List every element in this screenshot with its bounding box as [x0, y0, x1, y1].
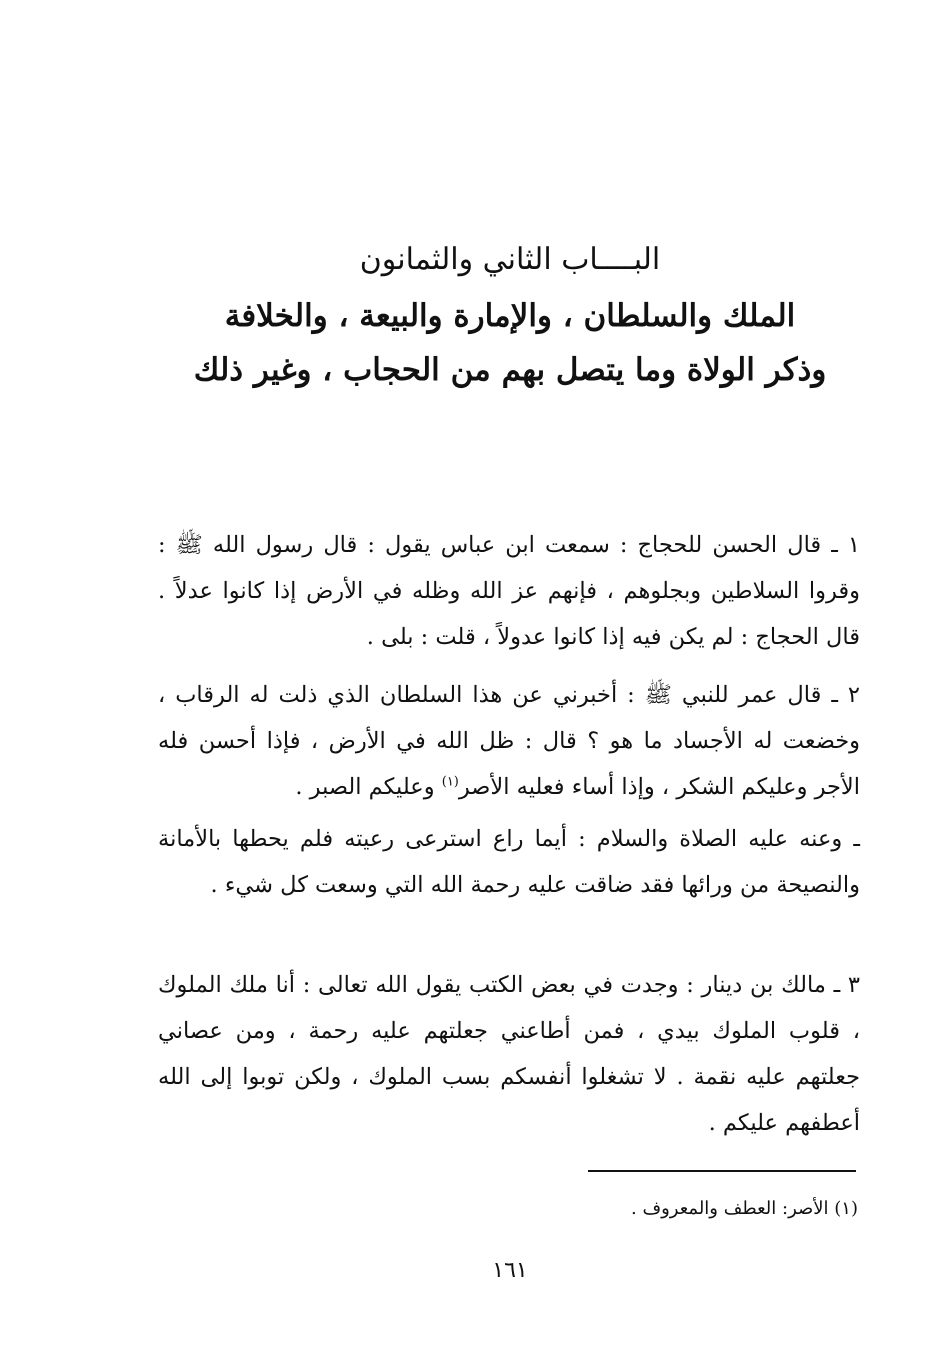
footnote-divider — [588, 1170, 856, 1172]
footnote-marker: (١) — [441, 774, 459, 790]
paragraph-3: ـ وعنه عليه الصلاة والسلام : أيما راع استرعى رعيته فلم يحطها بالأمانة والنصيحة من ورائها فقد ضاقت عليه رحمة الله التي وسعت كل شيء . — [158, 826, 860, 898]
page-number: ١٦١ — [492, 1258, 528, 1283]
paragraph-2 — [158, 672, 860, 810]
chapter-title-line-2: وذكر الولاة وما يتصل بهم من الحجاب ، وغير ذلك — [193, 352, 827, 388]
paragraph-1: ١ ـ قال الحسن للحجاج : سمعت ابن عباس يقول : قال رسول الله ﷺ : وقروا السلاطين وبجلوهم ، فإنهم عز الله وظله في الأرض إذا كانوا عدلاً . قال الحجاج : لم يكن فيه إذا كانوا عدولاً ، قلت : بلى . — [158, 532, 860, 650]
paragraph-4: ٣ ـ مالك بن دينار : وجدت في بعض الكتب يقول الله تعالى : أنا ملك الملوك ، قلوب الملوك بيدي ، فمن أطاعني جعلتهم عليه رحمة ، ومن عصاني جعلتهم عليه نقمة . لا تشغلوا أنفسكم بسب الملوك ، ولكن توبوا إلى الله أعطفهم عليكم . — [158, 972, 860, 1136]
paragraph-2-text: ٢ ـ قال عمر للنبي ﷺ : أخبرني عن هذا السلطان الذي ذلت له الرقاب ، وخضعت له الأجساد ما هو ؟ قال : ظل الله في الأرض ، فإذا أحسن فله الأجر وعليكم الشكر ، وإذا أساء فعليه الأصر — [158, 682, 860, 800]
paragraph-2-text-end: وعليكم الصبر . — [295, 774, 442, 800]
footnote: (١) الأصر: العطف والمعروف . — [631, 1198, 858, 1219]
chapter-title-line-1: الملك والسلطان ، والإمارة والبيعة ، والخلافة — [224, 298, 796, 334]
chapter-label: البــــاب الثاني والثمانون — [359, 242, 661, 277]
